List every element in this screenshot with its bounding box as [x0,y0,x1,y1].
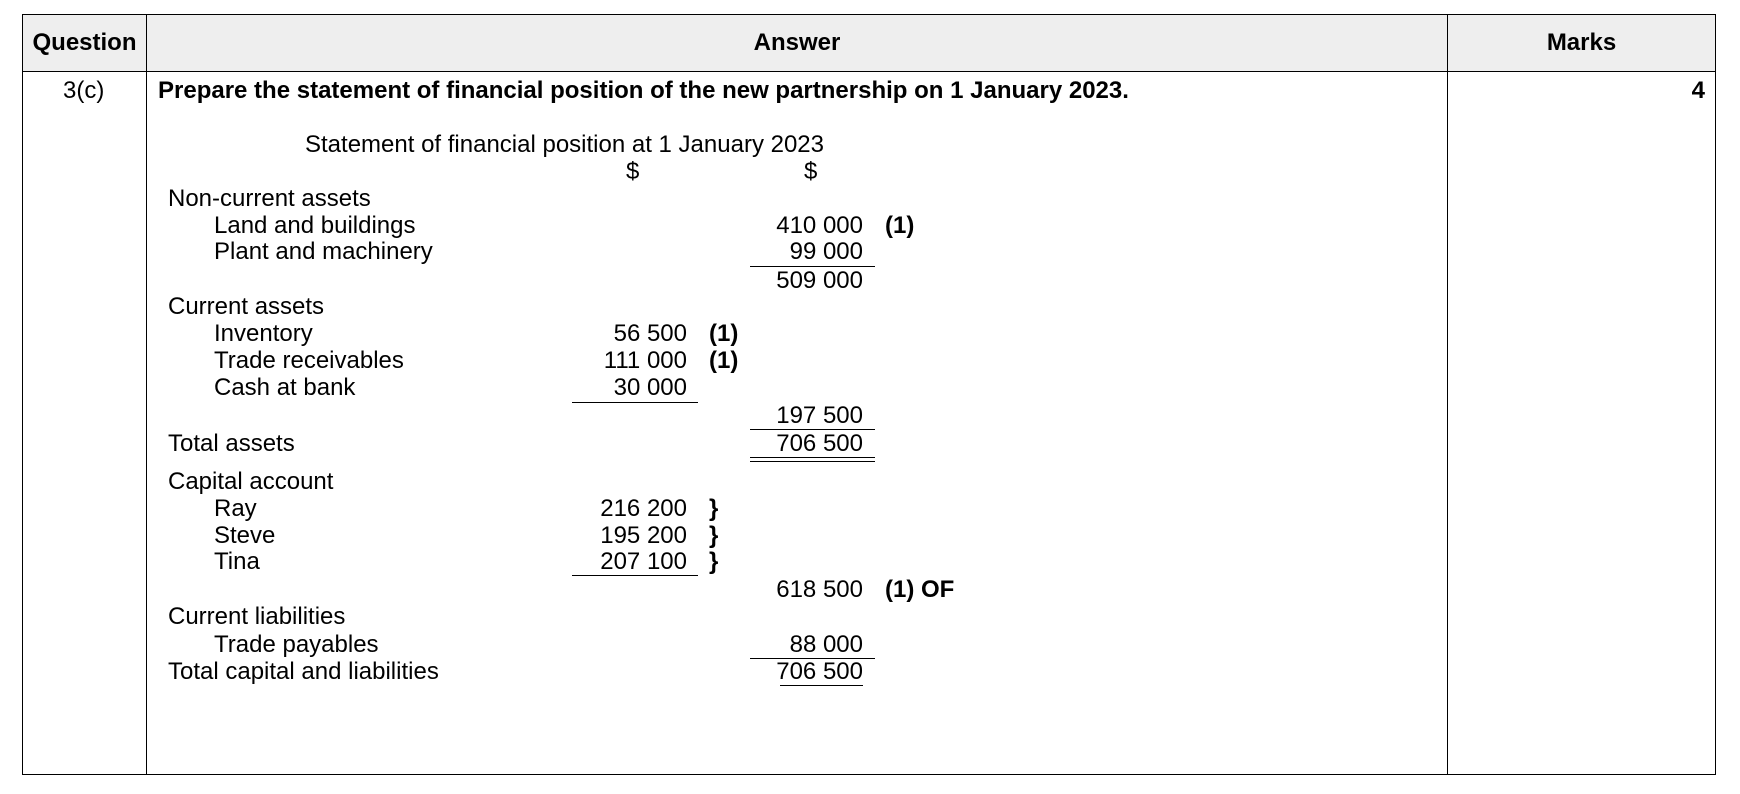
total-cap-liab-value: 706 500 [776,658,863,685]
total-assets-label: Total assets [168,430,295,457]
brace-symbol: } [709,495,719,522]
inventory-label: Inventory [214,320,313,347]
brace-symbol: } [709,548,719,575]
ray-value: 216 200 [600,495,687,522]
inventory-mark: (1) [709,320,739,347]
column-divider [1447,15,1448,774]
receivables-value: 111 000 [603,347,687,374]
current-subtotal: 197 500 [776,402,863,429]
tina-value: 207 100 [600,548,687,575]
currency-header-1: $ [626,158,640,185]
plant-label: Plant and machinery [214,238,433,265]
question-number: 3(c) [63,77,105,104]
header-question: Question [32,29,137,56]
currency-header-2: $ [804,158,818,185]
header-answer: Answer [753,29,841,56]
brace-symbol: } [709,522,719,549]
marks-value: 4 [1691,77,1705,104]
receivables-label: Trade receivables [214,347,404,374]
capital-subtotal: 618 500 [776,576,863,603]
current-assets-heading: Current assets [168,293,325,320]
double-underline [750,457,875,462]
capital-heading: Capital account [168,468,334,495]
tina-label: Tina [214,548,260,575]
header-marks: Marks [1546,29,1617,56]
capital-mark: (1) OF [885,576,955,603]
land-value: 410 000 [776,212,863,239]
cash-label: Cash at bank [214,374,356,401]
steve-value: 195 200 [600,522,687,549]
liabilities-heading: Current liabilities [168,603,346,630]
question-prompt: Prepare the statement of financial position of the new partnership on 1 January 2023. [158,77,1129,104]
underline [780,685,863,686]
cash-value: 30 000 [613,374,687,401]
statement-title: Statement of financial position at 1 January 2023 [305,131,824,158]
total-assets-value: 706 500 [776,430,863,457]
column-divider [146,15,147,774]
non-current-heading: Non-current assets [168,185,371,212]
non-current-subtotal: 509 000 [776,267,863,294]
total-cap-liab-label: Total capital and liabilities [168,658,439,685]
inventory-value: 56 500 [613,320,687,347]
land-label: Land and buildings [214,212,416,239]
subtotal-rule [572,575,698,576]
payables-label: Trade payables [214,631,379,658]
ray-label: Ray [214,495,257,522]
plant-value: 99 000 [789,238,863,265]
land-mark: (1) [885,212,915,239]
payables-value: 88 000 [789,631,863,658]
steve-label: Steve [214,522,276,549]
subtotal-rule [572,402,698,403]
receivables-mark: (1) [709,347,739,374]
